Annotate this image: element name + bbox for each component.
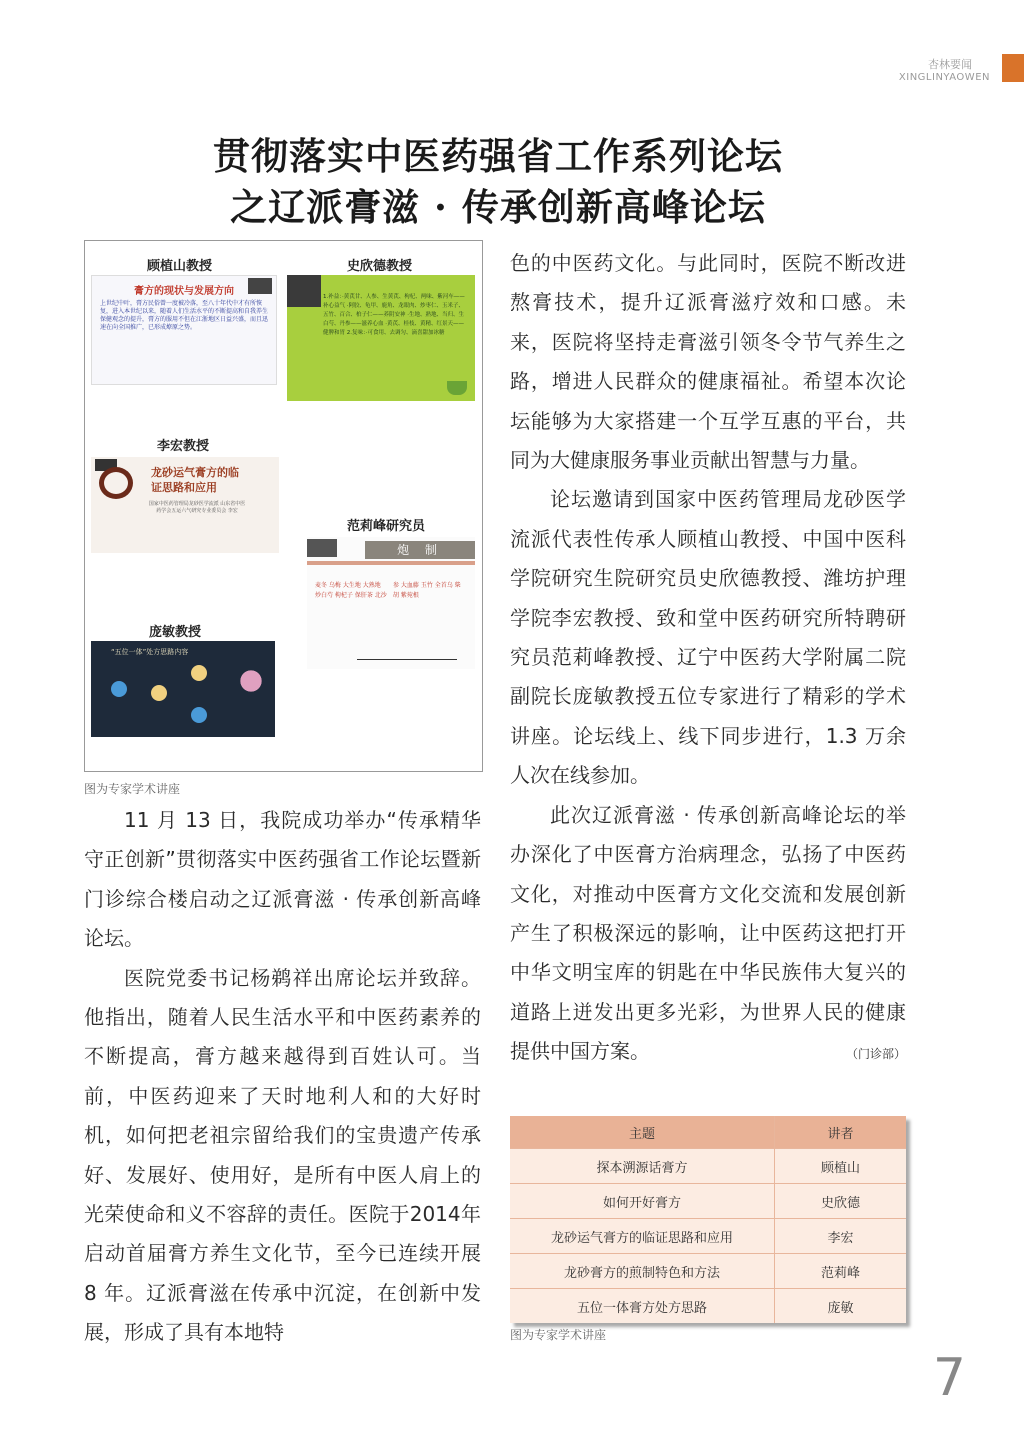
table-header-row (510, 1116, 906, 1149)
slide-body: 国家中医药管理局龙砂医学流派 山东省中医药学会五运六气研究专业委员会 李宏 (148, 501, 246, 514)
paragraph-text: 此次辽派膏滋 · 传承创新高峰论坛的举办深化了中医膏方治病理念，弘扬了中医药文化，对推动中医膏方文化交流和发展创新产生了积极深远的影响，让中医药这把打开中华文明宝库的钥匙在中华民族伟大复兴的道路上迸发出更多光彩，为世界人民的健康提供中国方案。 (510, 802, 906, 1064)
speaker-label-5: 庞敏教授 (149, 625, 202, 640)
cell-speaker: 李宏 (775, 1219, 907, 1254)
slide-header-bar (307, 537, 475, 563)
column-header-topic: 主题 (510, 1116, 775, 1149)
article-title-line1: 贯彻落实中医药强省工作系列论坛 (213, 134, 783, 178)
table-row (510, 1219, 906, 1254)
table-row (510, 1289, 906, 1324)
cell-speaker: 范莉峰 (775, 1254, 907, 1289)
article-title-line2: 之辽派膏滋 · 传承创新高峰论坛 (230, 185, 766, 229)
diagram-node (191, 707, 207, 723)
diagram-node (151, 685, 167, 701)
paragraph: 11 月 13 日，我院成功举办“传承精华 守正创新”贯彻落实中医药强省工作论坛暨新门诊综合楼启动之辽派膏滋 · 传承创新高峰论坛。 (84, 808, 481, 951)
cell-topic: 龙砂膏方的煎制特色和方法 (510, 1254, 775, 1289)
article-left-column (84, 801, 481, 1353)
header-section-en: XINGLINYAOWEN (898, 72, 990, 83)
slide-title: “五位一体”处方思路内容 (111, 648, 189, 656)
paragraph-continuation: 色的中医药文化。与此同时，医院不断改进熬膏技术，提升辽派膏滋疗效和口感。未来，医院将坚持走膏滋引领冬令节气养生之路，增进人民群众的健康福祉。希望本次论坛能够为大家搭建一个互学互惠的平台，共同为大健康服务事业贡献出智慧与力量。 (510, 251, 906, 473)
paragraph: 医院党委书记杨鹈祥出席论坛并致辞。他指出，随着人民生活水平和中医药素养的不断提高，膏方越来越得到百姓认可。当前，中医药迎来了天时地利人和的大好时机，如何把老祖宗留给我们的宝贵遗产传承好、发展好、使用好，是所有中医人肩上的光荣使命和义不容辞的责任。医院于2014年启动首届膏方养生文化节，至今已连续开展 8 年。辽派膏滋在传承中沉淀，在创新中发展，形成了具有本地特 (84, 965, 481, 1345)
slide-title: 膏方的现状与发展方向 (134, 286, 234, 297)
paragraph (510, 796, 906, 1072)
slide-body: 1.补益：·黄芪甘、人参、生黄芪、枸杞、两味、紫河车——补心益气 ·阿胶、龟甲、鹿角、龙眼肉、炒枣仁、玉米子、五竹、百合、柏子仁——养阴安神 ·生地、熟地、当归、生白芍、丹参——滋养心血 ·黄芪、桂枝、黄精、红景天——健脾和胃 2.复味：·可食用、去调匀、滴喜甜加冰糖 (323, 294, 465, 336)
table-row (510, 1149, 906, 1184)
table-row (510, 1184, 906, 1219)
cell-topic: 龙砂运气膏方的临证思路和应用 (510, 1219, 775, 1254)
cell-topic: 如何开好膏方 (510, 1184, 775, 1219)
cell-topic: 探本溯源话膏方 (510, 1149, 775, 1184)
header-section-cn: 杏林要闻 (928, 58, 972, 71)
slide-fan (307, 537, 475, 669)
divider-line (357, 659, 457, 660)
webcam-thumbnail (248, 278, 272, 294)
slide-gu (91, 275, 277, 385)
lecture-table (510, 1116, 906, 1323)
cell-topic: 五位一体膏方处方思路 (510, 1289, 775, 1324)
cell-speaker: 史欣德 (775, 1184, 907, 1219)
lecture-photo-collage (84, 240, 483, 772)
cell-speaker: 顾植山 (775, 1149, 907, 1184)
slide-body: 上世纪中叶，膏方民俗曾一度被冷落，至八十年代中才有所恢复，进入本世纪以来，随着人们生活水平的不断提高和自我养生保健观念的提升，膏方的服用不但在江浙地区日益兴盛，而且迅速在向全国推广，已形成燎原之势。 (100, 300, 269, 331)
slide-accent-band (307, 561, 475, 565)
table-row (510, 1254, 906, 1289)
logo-icon (99, 467, 133, 499)
webcam-thumbnail (307, 539, 337, 557)
speaker-label-2: 史欣德教授 (347, 259, 413, 274)
table-caption: 图为专家学术讲座 (510, 1328, 607, 1342)
photo-caption: 图为专家学术讲座 (84, 782, 181, 796)
diagram-node (191, 665, 207, 681)
paragraph: 论坛邀请到国家中医药管理局龙砂医学流派代表性传承人顾植山教授、中国中医科学院研究生院研究员史欣德教授、潍坊护理学院李宏教授、致和堂中医药研究所特聘研究员范莉峰教授、辽宁中医药大学附属二院副院长庞敏教授五位专家进行了精彩的学术讲座。论坛线上、线下同步进行，1.3 万余人次在线参加。 (510, 487, 906, 788)
slide-li (91, 457, 279, 553)
article-right-column (510, 244, 906, 1075)
speaker-label-3: 李宏教授 (157, 439, 210, 454)
slide-title: 龙砂运气膏方的临证思路和应用 (151, 466, 239, 494)
header-accent-bar (1002, 54, 1024, 82)
speaker-label-4: 范莉峰研究员 (347, 519, 426, 534)
speaker-label-1: 顾植山教授 (147, 259, 213, 274)
column-header-speaker: 讲者 (775, 1116, 907, 1149)
slide-shi (287, 275, 475, 401)
diagram-node (111, 681, 127, 697)
page-number: 7 (932, 1348, 966, 1408)
flower-icon (233, 651, 269, 711)
teacup-icon (447, 381, 467, 395)
herb-list: 麦冬 乌梅 大生地 大熟地 炒白芍 枸杞子 保肝茶 北沙参 大血藤 玉竹 全首乌 柴胡 紫菀根 (315, 582, 461, 599)
webcam-thumbnail (287, 275, 321, 307)
slide-title: 炮 制 (365, 541, 475, 559)
slide-pang (91, 641, 275, 737)
author-signature: （门诊部） (845, 1047, 906, 1062)
cell-speaker: 庞敏 (775, 1289, 907, 1324)
